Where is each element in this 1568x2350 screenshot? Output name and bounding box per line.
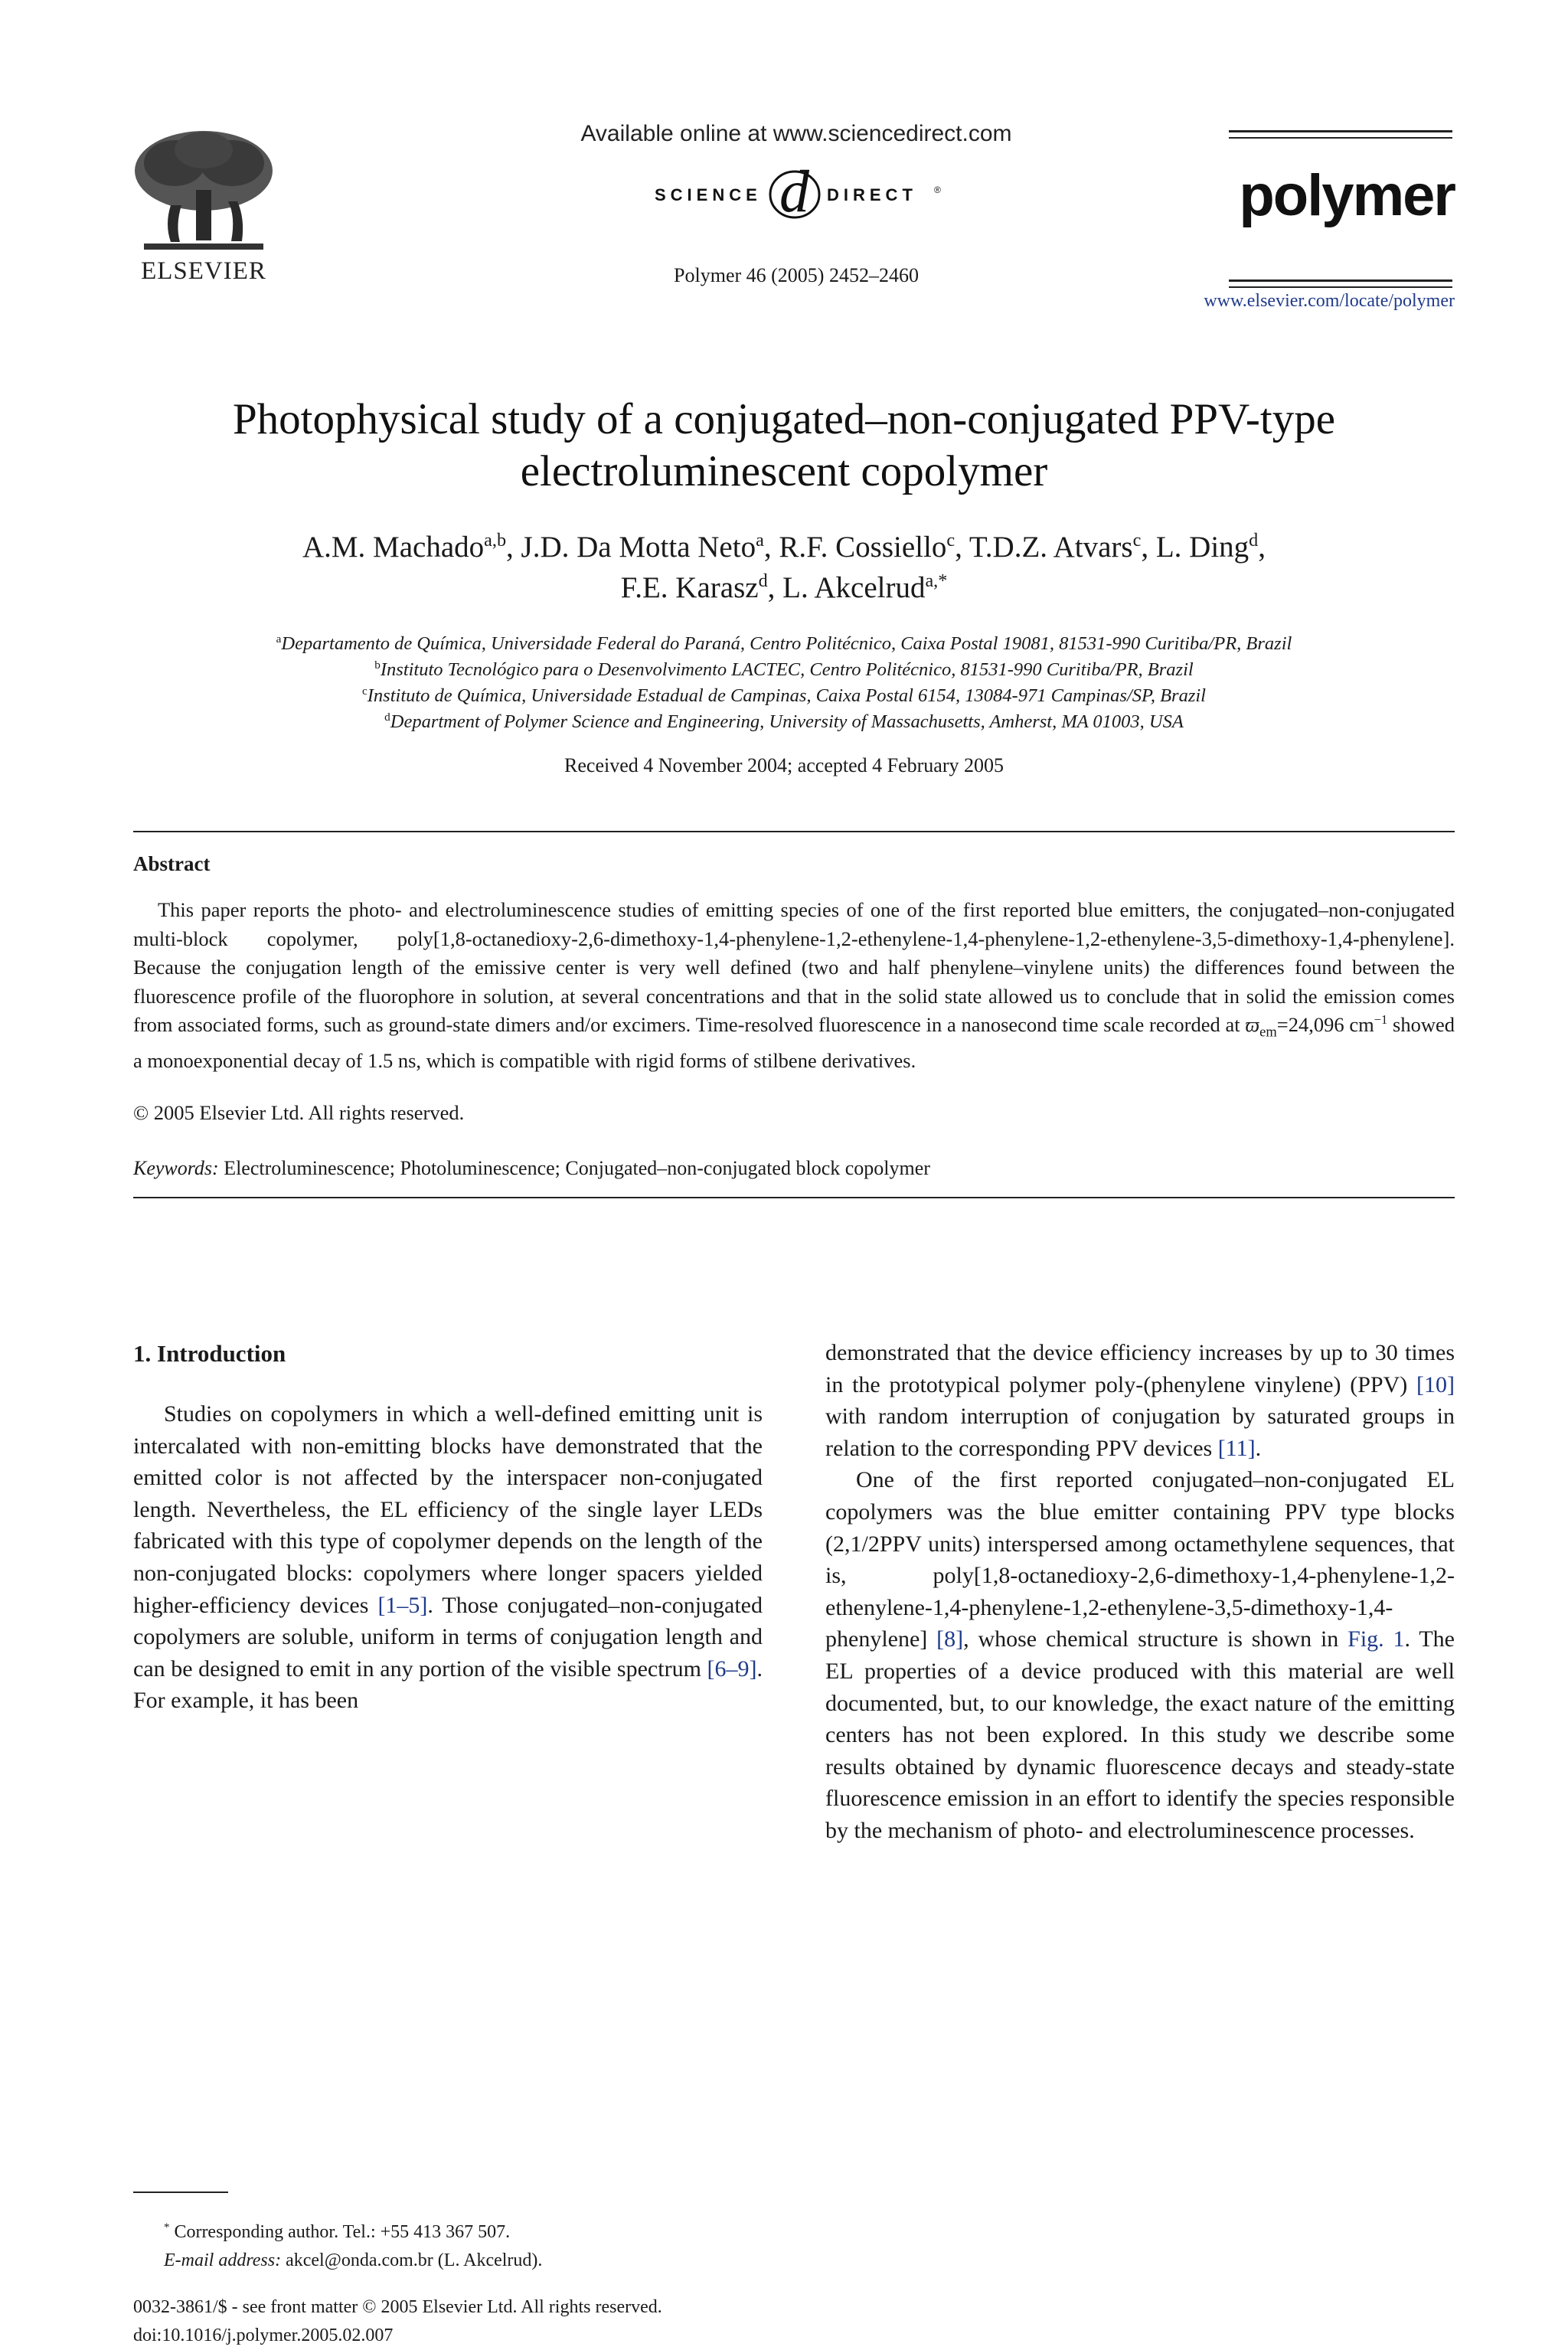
registered-mark: ® (934, 185, 941, 195)
doi-line: doi:10.1016/j.polymer.2005.02.007 (133, 2325, 394, 2345)
affiliation: $^b$Instituto Tecnológico para o Desenvolvimento LACTEC, Centro Politécnico, 81531-990 Curitiba/PR, Brazil (374, 658, 1194, 680)
publisher-logo (129, 129, 279, 289)
header-rule (1229, 286, 1452, 288)
journal-name: polymer (1239, 163, 1455, 228)
footnote-email: E-mail address: akcel@onda.com.br (L. Akcelrud). (164, 2250, 543, 2270)
sciencedirect-left: SCIENCE (655, 185, 762, 204)
header-rule (1229, 279, 1452, 282)
abstract-text: This paper reports the photo- and electroluminescence studies of emitting species of one of the first reported blue emitters, the conjugated–non-conjugated multi-block copolymer, poly[1,8-octanedioxy-2,6-dimethoxy-1,4-phenylene-1,2-ethenylene-1,4-phenylene-1,2-ethenylene-3,5-dimethoxy-1,4-phenylene]. Because the conjugation length of the emissive center is very well defined (two and half phenylene–vinylene units) the differences found between the fluorescence profile of the fluorophore in solution, at several concentrations and that in the solid state allowed us to conclude that in solid the emission comes from associated forms, such as ground-state dimers and/or excimers. Time-resolved fluorescence in a nanosecond time scale recorded at $ϖ_{em}=24,096$ $cm^{-1}$ showed a monoexponential decay of 1.5 ns, which is compatible with rigid forms of stilbene derivatives. (133, 898, 1455, 1072)
footnote (133, 2218, 542, 2275)
issn-line: 0032-3861/$ - see front matter © 2005 Elsevier Ltd. All rights reserved. (133, 2297, 662, 2317)
citation-link[interactable]: [8] (936, 1626, 964, 1652)
author-line (153, 567, 1415, 608)
affiliation: $^a$Departamento de Química, Universidade Federal do Paraná, Centro Politécnico, Caixa Postal 19081, 81531-990 Curitiba/PR, Brazil (276, 632, 1292, 654)
header-rule (1229, 130, 1452, 132)
section-heading: 1. Introduction (133, 1340, 286, 1367)
author: R.F. Cossiello$^c$, (779, 530, 969, 564)
affiliations (153, 631, 1415, 735)
author: L. Akcelrud$^{a,*}$ (782, 570, 948, 604)
author: T.D.Z. Atvars$^c$, (969, 530, 1156, 564)
figure-link[interactable]: Fig. 1 (1348, 1626, 1405, 1652)
received-dates: Received 4 November 2004; accepted 4 February 2005 (564, 754, 1004, 776)
sciencedirect-right: DIRECT (827, 185, 917, 204)
left-column (133, 1398, 763, 1717)
footnote-rule (133, 2191, 228, 2193)
author: F.E. Karasz$^d$, (620, 570, 783, 604)
elsevier-tree-icon (129, 129, 279, 250)
title-line: electroluminescent copolymer (520, 447, 1048, 495)
author-list (153, 527, 1415, 608)
publisher-name: ELSEVIER (141, 257, 266, 285)
front-matter-info (133, 2293, 662, 2350)
abstract-rule (133, 1197, 1455, 1198)
wavenumber-symbol: ϖ (1245, 1013, 1260, 1036)
author: J.D. Da Motta Neto$^a$, (521, 530, 779, 564)
citation-link[interactable]: [1–5] (377, 1592, 428, 1618)
citation-link[interactable]: [6–9] (707, 1655, 757, 1682)
sciencedirect-logo (536, 161, 1057, 222)
right-column (825, 1337, 1455, 1847)
article-title (153, 394, 1415, 498)
citation-link[interactable]: [10] (1416, 1371, 1455, 1397)
keywords: Keywords: Electroluminescence; Photoluminescence; Conjugated–non-conjugated block copolymer (133, 1157, 930, 1179)
affiliation: $^c$Instituto de Química, Universidade Estadual de Campinas, Caixa Postal 6154, 13084-971 Campinas/SP, Brazil (362, 684, 1206, 706)
title-line: Photophysical study of a conjugated–non-conjugated PPV-type (232, 395, 1336, 443)
citation-link[interactable]: [11] (1217, 1435, 1256, 1461)
journal-reference: Polymer 46 (2005) 2452–2460 (674, 264, 919, 286)
sciencedirect-mark: d (779, 161, 809, 222)
journal-url-link[interactable]: www.elsevier.com/locate/polymer (1204, 291, 1455, 311)
author-line (153, 527, 1415, 567)
author: L. Ding$^d$, (1155, 530, 1266, 564)
abstract-rule (133, 831, 1455, 832)
available-online-text: Available online at www.sciencedirect.com (580, 121, 1012, 146)
footnote-author: * Corresponding author. Tel.: +55 413 367 507. (164, 2221, 511, 2242)
paragraph: demonstrated that the device efficiency increases by up to 30 times in the prototypical polymer poly-(phenylene vinylene) (PPV) [10] with random interruption of conjugation by saturated groups in relation to the corresponding PPV devices [11]. (825, 1340, 1455, 1461)
paragraph: One of the first reported conjugated–non-conjugated EL copolymers was the blue emitter containing PPV type blocks (2,1/2PPV units) interspersed among octamethylene sequences, that is, poly[1,8-octanedioxy-2,6-dimethoxy-1,4-phenylene-1,2-ethenylene-1,4-phenylene-1,2-ethenylene-3,5-dimethoxy-1,4-phenylene] [8], whose chemical structure is shown in Fig. 1. The EL properties of a device produced with this material are well documented, but, to our knowledge, the exact nature of the emitting centers has not been explored. In this study we describe some results obtained by dynamic fluorescence decays and steady-state fluorescence emission in an effort to identify the species responsible by the mechanism of photo- and electroluminescence processes. (825, 1467, 1455, 1843)
abstract-copyright: © 2005 Elsevier Ltd. All rights reserved. (133, 1101, 465, 1124)
affiliation: $^d$Department of Polymer Science and Engineering, University of Massachusetts, Amherst, MA 01003, USA (384, 710, 1184, 732)
paragraph: Studies on copolymers in which a well-defined emitting unit is intercalated with non-emitting blocks have demonstrated that the emitted color is not affected by the interspacer non-conjugated length. Nevertheless, the EL efficiency of the single layer LEDs fabricated with this type of copolymer depends on the length of the non-conjugated blocks: copolymers where longer spacers yielded higher-efficiency devices [1–5]. Those conjugated–non-conjugated copolymers are soluble, uniform in terms of conjugation length and can be designed to emit in any portion of the visible spectrum [6–9]. For example, it has been (133, 1401, 763, 1714)
abstract-heading: Abstract (133, 852, 211, 875)
author: A.M. Machado$^{a,b}$, (302, 530, 521, 564)
header-rule (1229, 137, 1452, 139)
